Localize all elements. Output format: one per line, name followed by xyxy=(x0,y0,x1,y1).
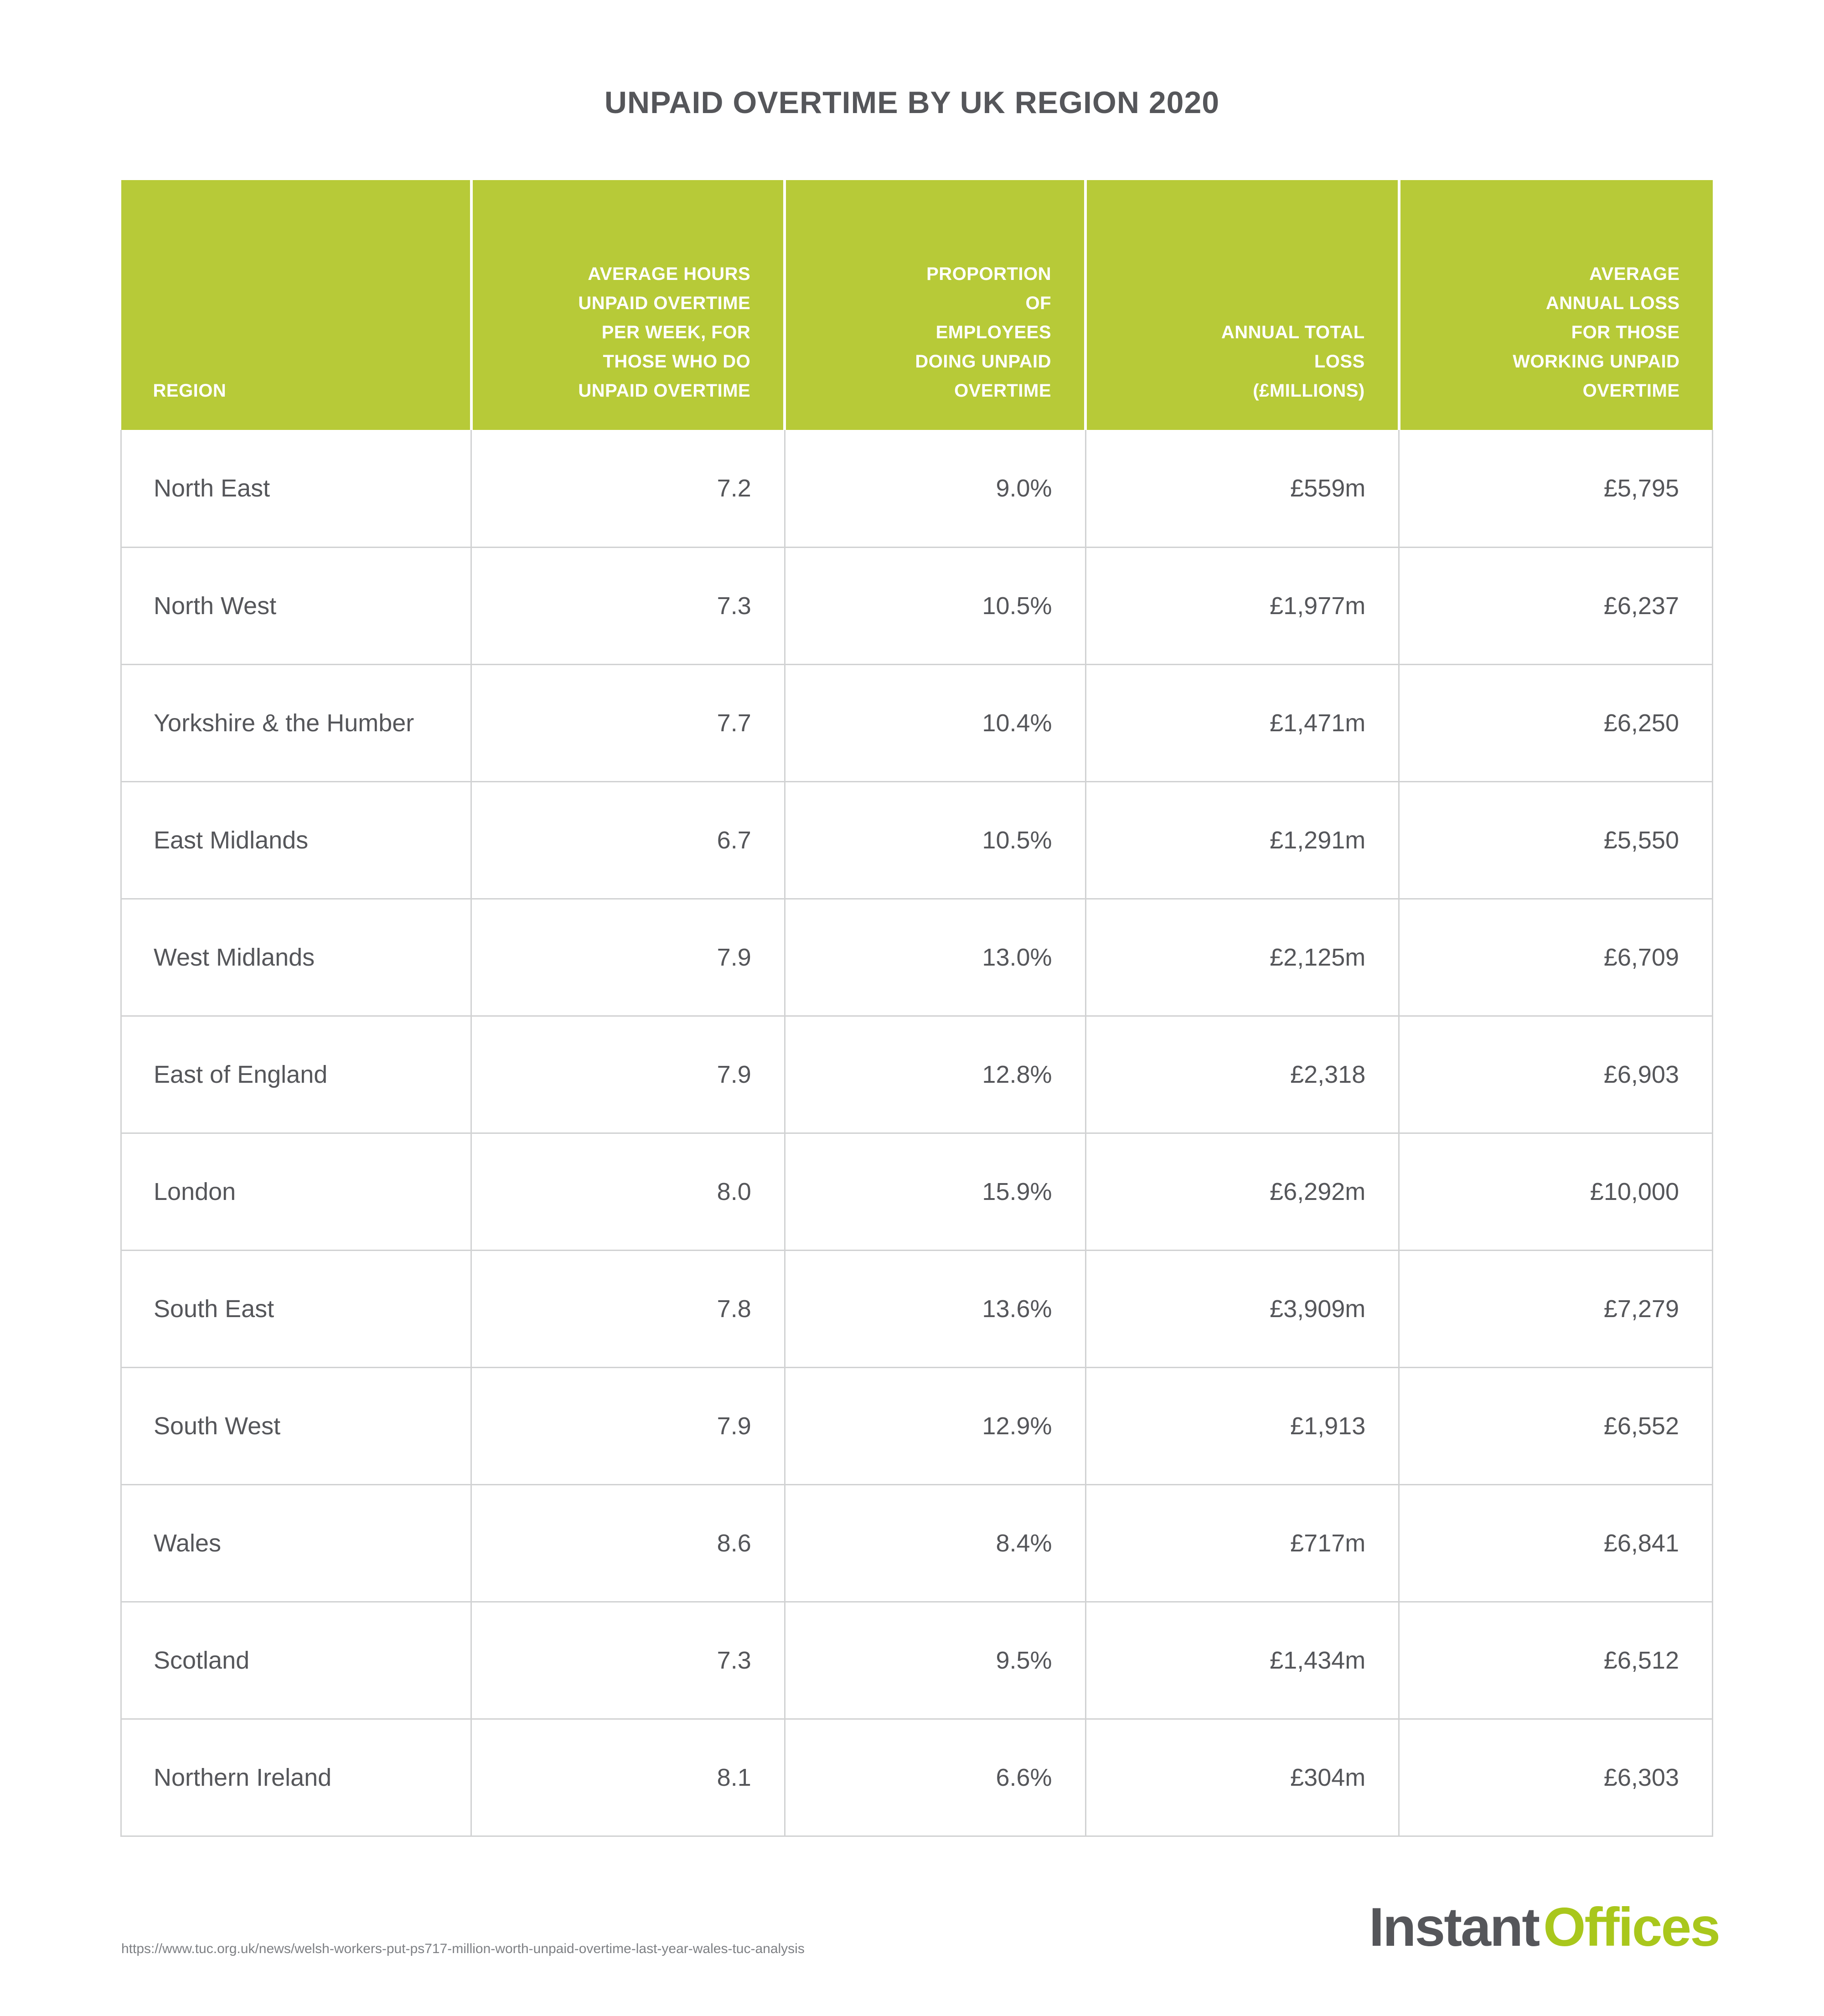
cell-proportion-employees: 6.6% xyxy=(785,1719,1085,1836)
cell-avg-annual-loss: £5,795 xyxy=(1399,430,1713,547)
table-row xyxy=(121,1484,1713,1602)
cell-region: Scotland xyxy=(121,1602,471,1719)
col-header-annual-total-loss xyxy=(1085,180,1399,430)
cell-annual-total-loss: £1,471m xyxy=(1085,664,1399,781)
cell-proportion-employees: 13.6% xyxy=(785,1250,1085,1367)
cell-avg-hours-unpaid-overtime: 7.9 xyxy=(471,899,785,1016)
overtime-table xyxy=(120,180,1713,1837)
cell-avg-hours-unpaid-overtime: 8.6 xyxy=(471,1484,785,1602)
cell-proportion-employees: 10.4% xyxy=(785,664,1085,781)
table-row xyxy=(121,1719,1713,1836)
cell-region: South East xyxy=(121,1250,471,1367)
cell-proportion-employees: 9.0% xyxy=(785,430,1085,547)
cell-region: North West xyxy=(121,547,471,664)
brand-logo xyxy=(1369,1896,1719,1959)
cell-annual-total-loss: £1,977m xyxy=(1085,547,1399,664)
col-header-avg-annual-loss xyxy=(1399,180,1713,430)
cell-region: Wales xyxy=(121,1484,471,1602)
page-title: UNPAID OVERTIME BY UK REGION 2020 xyxy=(604,85,1220,120)
cell-proportion-employees: 9.5% xyxy=(785,1602,1085,1719)
table-row xyxy=(121,1016,1713,1133)
cell-annual-total-loss: £2,125m xyxy=(1085,899,1399,1016)
cell-avg-annual-loss: £7,279 xyxy=(1399,1250,1713,1367)
cell-avg-hours-unpaid-overtime: 7.8 xyxy=(471,1250,785,1367)
cell-avg-hours-unpaid-overtime: 7.2 xyxy=(471,430,785,547)
source-url: https://www.tuc.org.uk/news/welsh-workers-put-ps717-million-worth-unpaid-overtime-last-year-wales-tuc-analysis xyxy=(121,1941,805,1956)
col-header-annual-total-loss-label: ANNUAL TOTAL LOSS (£MILLIONS) xyxy=(1221,322,1365,401)
table-header xyxy=(121,180,1713,430)
cell-region: East of England xyxy=(121,1016,471,1133)
cell-annual-total-loss: £3,909m xyxy=(1085,1250,1399,1367)
table-row xyxy=(121,1602,1713,1719)
cell-proportion-employees: 13.0% xyxy=(785,899,1085,1016)
cell-avg-annual-loss: £6,303 xyxy=(1399,1719,1713,1836)
cell-proportion-employees: 10.5% xyxy=(785,547,1085,664)
col-header-region xyxy=(121,180,471,430)
cell-avg-annual-loss: £6,841 xyxy=(1399,1484,1713,1602)
cell-avg-hours-unpaid-overtime: 8.0 xyxy=(471,1133,785,1250)
cell-proportion-employees: 10.5% xyxy=(785,781,1085,899)
col-header-proportion xyxy=(785,180,1085,430)
cell-avg-annual-loss: £10,000 xyxy=(1399,1133,1713,1250)
cell-region: Northern Ireland xyxy=(121,1719,471,1836)
cell-annual-total-loss: £1,913 xyxy=(1085,1367,1399,1484)
cell-avg-hours-unpaid-overtime: 7.9 xyxy=(471,1016,785,1133)
cell-avg-annual-loss: £6,250 xyxy=(1399,664,1713,781)
col-header-avg-annual-loss-label: AVERAGE ANNUAL LOSS FOR THOSE WORKING UNPAID OVERTIME xyxy=(1513,264,1680,401)
col-header-avg-hours-label: AVERAGE HOURS UNPAID OVERTIME PER WEEK, FOR THOSE WHO DO UNPAID OVERTIME xyxy=(578,264,751,401)
brand-logo-instant: Instant xyxy=(1369,1897,1539,1958)
cell-avg-hours-unpaid-overtime: 6.7 xyxy=(471,781,785,899)
table-row xyxy=(121,1250,1713,1367)
cell-avg-hours-unpaid-overtime: 7.7 xyxy=(471,664,785,781)
table-row xyxy=(121,1133,1713,1250)
col-header-proportion-label: PROPORTION OF EMPLOYEES DOING UNPAID OVERTIME xyxy=(915,264,1052,401)
cell-proportion-employees: 12.9% xyxy=(785,1367,1085,1484)
col-header-avg-hours xyxy=(471,180,785,430)
cell-avg-hours-unpaid-overtime: 7.9 xyxy=(471,1367,785,1484)
cell-avg-annual-loss: £6,709 xyxy=(1399,899,1713,1016)
cell-region: London xyxy=(121,1133,471,1250)
cell-annual-total-loss: £1,291m xyxy=(1085,781,1399,899)
cell-proportion-employees: 8.4% xyxy=(785,1484,1085,1602)
cell-annual-total-loss: £6,292m xyxy=(1085,1133,1399,1250)
cell-avg-annual-loss: £6,237 xyxy=(1399,547,1713,664)
table-row xyxy=(121,664,1713,781)
cell-avg-annual-loss: £6,552 xyxy=(1399,1367,1713,1484)
cell-region: Yorkshire & the Humber xyxy=(121,664,471,781)
table-body xyxy=(121,430,1713,1836)
cell-proportion-employees: 12.8% xyxy=(785,1016,1085,1133)
cell-region: North East xyxy=(121,430,471,547)
table-row xyxy=(121,430,1713,547)
cell-annual-total-loss: £717m xyxy=(1085,1484,1399,1602)
cell-region: East Midlands xyxy=(121,781,471,899)
cell-proportion-employees: 15.9% xyxy=(785,1133,1085,1250)
cell-annual-total-loss: £1,434m xyxy=(1085,1602,1399,1719)
cell-annual-total-loss: £304m xyxy=(1085,1719,1399,1836)
cell-annual-total-loss: £559m xyxy=(1085,430,1399,547)
cell-avg-annual-loss: £5,550 xyxy=(1399,781,1713,899)
cell-avg-annual-loss: £6,512 xyxy=(1399,1602,1713,1719)
cell-avg-hours-unpaid-overtime: 8.1 xyxy=(471,1719,785,1836)
table-row xyxy=(121,547,1713,664)
cell-avg-hours-unpaid-overtime: 7.3 xyxy=(471,1602,785,1719)
cell-region: West Midlands xyxy=(121,899,471,1016)
cell-avg-hours-unpaid-overtime: 7.3 xyxy=(471,547,785,664)
cell-annual-total-loss: £2,318 xyxy=(1085,1016,1399,1133)
table-row xyxy=(121,899,1713,1016)
cell-region: South West xyxy=(121,1367,471,1484)
cell-avg-annual-loss: £6,903 xyxy=(1399,1016,1713,1133)
table-row xyxy=(121,781,1713,899)
table-row xyxy=(121,1367,1713,1484)
col-header-region-label: REGION xyxy=(153,381,227,401)
table-header-row xyxy=(121,180,1713,430)
brand-logo-offices: Offices xyxy=(1543,1897,1719,1958)
